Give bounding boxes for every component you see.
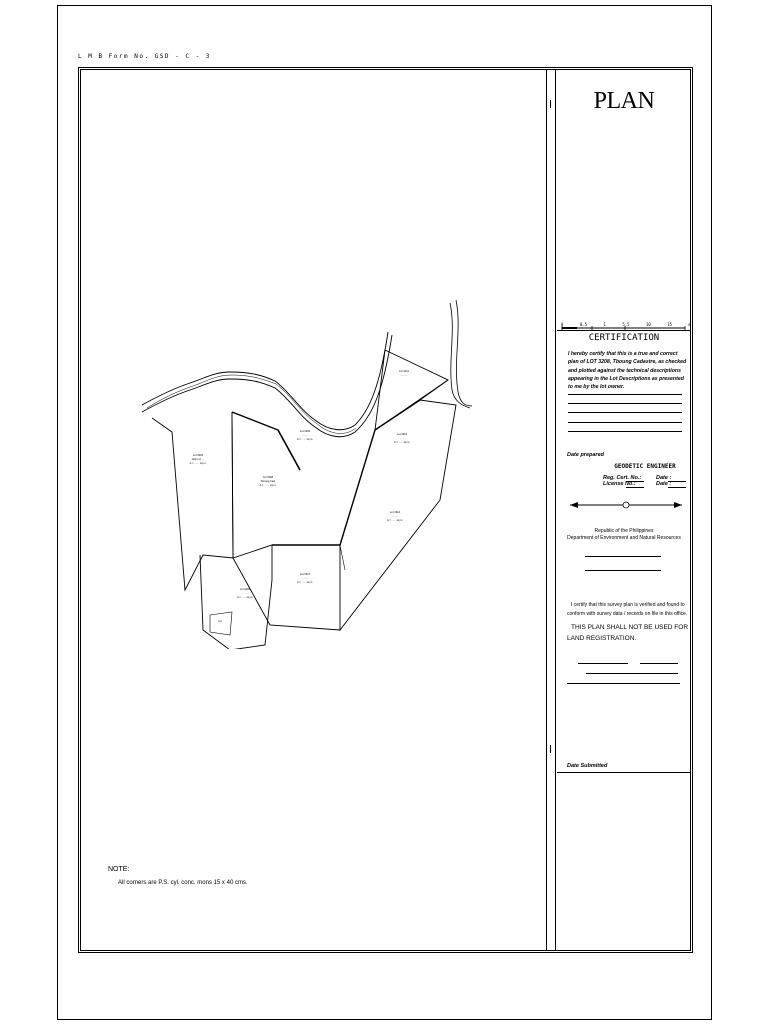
no-registration-warning: THIS PLAN SHALL NOT BE USED FOR LAND REGISTRATION.	[567, 624, 689, 642]
verification-text: I certify that this survey plan is verified and found to conform with survey data / records on file in this office.	[567, 602, 688, 617]
svg-text:A = ...... sq.m.: A = ...... sq.m.	[297, 438, 313, 441]
license-date-label: Date :	[656, 481, 672, 487]
license-label: License No.:	[603, 481, 636, 487]
svg-text:.........: .........	[301, 434, 309, 437]
form-number: L M B Form No. GSD - C - 3	[78, 53, 211, 60]
svg-text:Lot 3208: Lot 3208	[262, 476, 274, 479]
date-submitted-divider	[557, 772, 691, 773]
agency-line-1: Republic of the Philippines	[594, 528, 654, 534]
svg-text:..........: ..........	[241, 592, 249, 595]
svg-text:A = ...... sq.m.: A = ...... sq.m.	[394, 441, 410, 444]
note-label: NOTE:	[108, 866, 130, 873]
svg-text:Lot 3211: Lot 3211	[399, 370, 409, 373]
reg-cert-label: Reg. Cert. No.:	[603, 475, 642, 481]
blank-line	[568, 412, 682, 413]
scale-divider	[557, 330, 691, 331]
svg-text:Lot 3209: Lot 3209	[299, 430, 311, 433]
svg-text:A = ...... sq.m.: A = ...... sq.m.	[297, 581, 313, 584]
date-prepared-label: Date prepared	[567, 452, 604, 458]
note-text: All corners are P.S. cyl. conc. mons 15 x 40 cms.	[118, 880, 248, 886]
date-submitted-label: Date Submitted	[567, 763, 608, 769]
license-line	[626, 487, 644, 488]
svg-text:Lot: Lot	[218, 620, 222, 623]
svg-text:A = ....... sq.m.: A = ....... sq.m.	[189, 462, 207, 465]
svg-text:Lot 3206: Lot 3206	[192, 454, 204, 457]
blank-line	[568, 431, 682, 432]
signature-line	[578, 663, 628, 664]
svg-text:..........: ..........	[398, 437, 406, 440]
certification-heading: CERTIFICATION	[588, 333, 660, 343]
divider-tick	[550, 100, 554, 108]
blank-line	[568, 422, 682, 423]
blank-line	[568, 394, 682, 395]
title-block-divider	[555, 69, 556, 951]
agency-line-2: Department of Environment and Natural Resources	[567, 535, 681, 541]
blank-line	[568, 403, 682, 404]
license-date-line	[668, 487, 686, 488]
reg-date-label: Date :	[656, 475, 672, 481]
svg-text:Lot 3210: Lot 3210	[396, 433, 408, 436]
signature-line	[640, 663, 678, 664]
svg-text:Lot 3207: Lot 3207	[299, 573, 311, 576]
svg-text:Tboung Cad.: Tboung Cad.	[260, 480, 276, 483]
svg-text:Lot 3205: Lot 3205	[239, 588, 251, 591]
separator-arrow	[568, 500, 684, 510]
svg-text:..........: ..........	[400, 374, 408, 377]
svg-text:Lot 3212: Lot 3212	[389, 511, 401, 514]
lot-map	[80, 69, 546, 649]
signature-line	[586, 673, 678, 674]
blank-line	[585, 570, 661, 571]
engineer-title: GEODETIC ENGINEER	[614, 463, 676, 470]
svg-text:..........: ..........	[391, 515, 399, 518]
svg-text:Heirs of ....: Heirs of ....	[191, 458, 205, 461]
divider-tick	[550, 745, 554, 753]
certification-text: I hereby certify that this is a true and correct plan of LOT 3208, Tboung Cadastre, as checked and plotted against the technical descriptions appearing in the Lot Descriptions as presented to me by the lot owner.	[568, 351, 687, 391]
plan-title: PLAN	[593, 88, 655, 114]
blank-line	[585, 556, 661, 557]
svg-text:A = ...... sq.m.: A = ...... sq.m.	[237, 596, 253, 599]
scale-labels: 0 0.5 1 5.5 10 15 m	[561, 322, 691, 327]
svg-text:A = ....... sq.m.: A = ....... sq.m.	[259, 484, 277, 487]
title-block-divider	[546, 69, 547, 951]
svg-text:A = ...... sq.m.: A = ...... sq.m.	[387, 519, 403, 522]
svg-text:..........: ..........	[301, 577, 309, 580]
signature-line	[567, 683, 680, 684]
